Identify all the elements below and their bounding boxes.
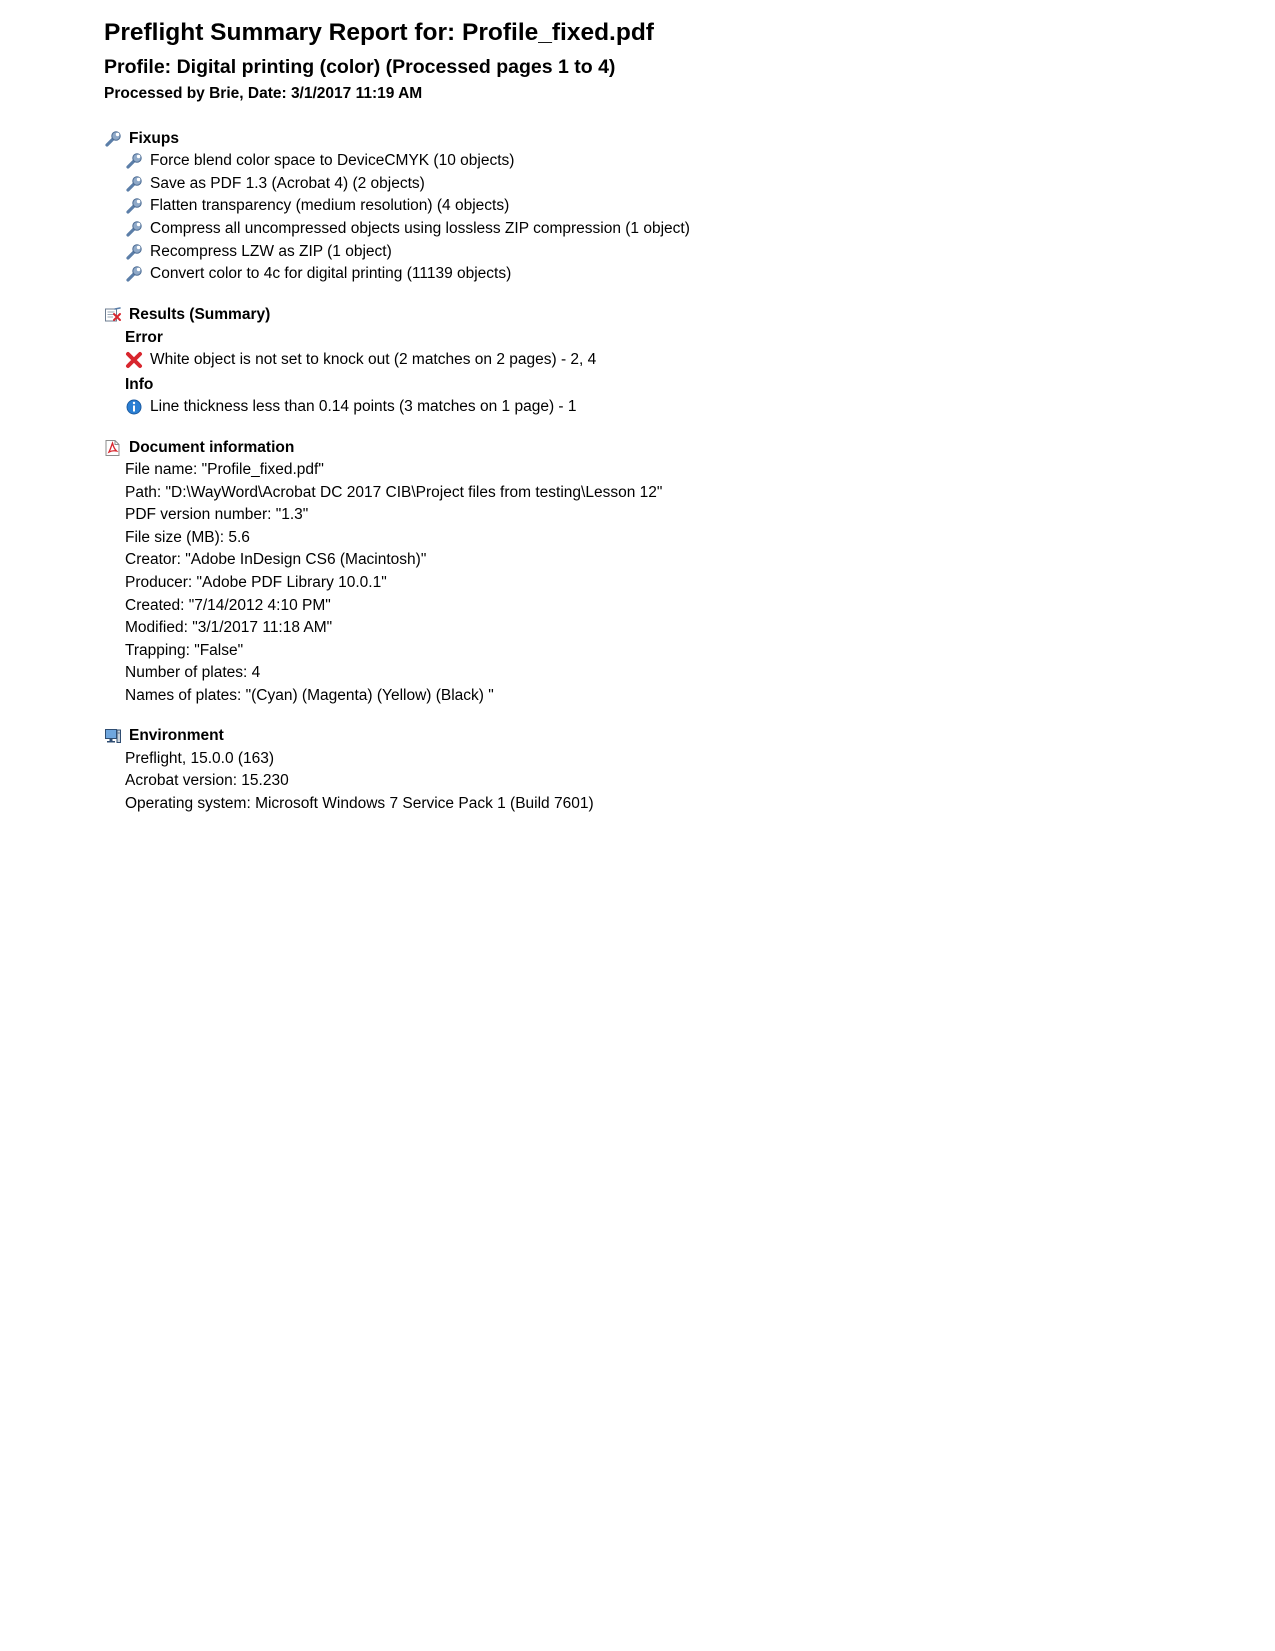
document-info-item xyxy=(125,617,1204,640)
fixup-item xyxy=(125,218,1204,241)
wrench-icon xyxy=(104,130,122,148)
document-info-item-text: Modified: "3/1/2017 11:18 AM" xyxy=(125,619,333,637)
wrench-icon xyxy=(125,220,143,238)
error-item-text: White object is not set to knock out (2 matches on 2 pages) - 2, 4 xyxy=(150,350,597,368)
document-info-item xyxy=(125,640,1204,663)
environment-item-text: Preflight, 15.0.0 (163) xyxy=(125,749,275,767)
document-info-item xyxy=(125,685,1204,708)
document-info-item xyxy=(125,549,1204,572)
pdf-document-icon xyxy=(104,439,122,457)
fixups-list xyxy=(104,150,1204,286)
fixup-item xyxy=(125,263,1204,286)
environment-item xyxy=(125,792,1204,815)
report-profile: Profile: Digital printing (color) (Processed pages 1 to 4) xyxy=(104,56,616,78)
document-info-item xyxy=(125,527,1204,550)
fixups-heading xyxy=(104,128,1204,150)
report-page xyxy=(104,14,1204,815)
report-processed-by: Processed by Brie, Date: 3/1/2017 11:19 AM xyxy=(104,85,423,102)
environment-item-text: Acrobat version: 15.230 xyxy=(125,772,289,790)
document-info-item-text: File name: "Profile_fixed.pdf" xyxy=(125,461,324,479)
fixup-item xyxy=(125,150,1204,173)
results-info-label: Info xyxy=(125,376,154,394)
document-info-item xyxy=(125,459,1204,482)
document-info-item-text: Names of plates: "(Cyan) (Magenta) (Yellow) (Black) " xyxy=(125,686,494,704)
results-list xyxy=(104,326,1204,419)
document-info-item xyxy=(125,662,1204,685)
environment-list xyxy=(104,747,1204,815)
fixup-item-text: Compress all uncompressed objects using lossless ZIP compression (1 object) xyxy=(150,220,690,238)
document-info-item-text: Number of plates: 4 xyxy=(125,664,261,682)
fixup-item xyxy=(125,195,1204,218)
wrench-icon xyxy=(125,265,143,283)
fixup-item-text: Recompress LZW as ZIP (1 object) xyxy=(150,242,392,260)
document-info-item xyxy=(125,572,1204,595)
fixup-item-text: Force blend color space to DeviceCMYK (10 objects) xyxy=(150,152,515,170)
error-x-icon xyxy=(125,351,143,369)
info-item-text: Line thickness less than 0.14 points (3 matches on 1 page) - 1 xyxy=(150,398,577,416)
fixup-item-text: Convert color to 4c for digital printing (11139 objects) xyxy=(150,265,512,283)
document-info-item-text: Creator: "Adobe InDesign CS6 (Macintosh)" xyxy=(125,551,427,569)
results-heading xyxy=(104,304,1204,326)
environment-heading xyxy=(104,725,1204,747)
error-item xyxy=(125,349,1204,372)
wrench-icon xyxy=(125,175,143,193)
results-error-label: Error xyxy=(125,328,163,346)
document-info-item-text: PDF version number: "1.3" xyxy=(125,506,309,524)
error-list xyxy=(125,349,1204,372)
info-list xyxy=(125,396,1204,419)
results-heading-label: Results (Summary) xyxy=(129,305,271,323)
environment-section xyxy=(104,725,1204,815)
document-info-item-text: Path: "D:\WayWord\Acrobat DC 2017 CIB\Project files from testing\Lesson 12" xyxy=(125,483,663,501)
info-item xyxy=(125,396,1204,419)
fixup-item-text: Save as PDF 1.3 (Acrobat 4) (2 objects) xyxy=(150,174,425,192)
document-info-section xyxy=(104,437,1204,708)
document-info-list xyxy=(104,459,1204,708)
results-section xyxy=(104,304,1204,419)
document-info-item-text: Trapping: "False" xyxy=(125,641,244,659)
computer-icon xyxy=(104,727,122,745)
document-info-item-text: File size (MB): 5.6 xyxy=(125,528,250,546)
document-info-item xyxy=(125,481,1204,504)
environment-item xyxy=(125,770,1204,793)
results-icon xyxy=(104,306,122,324)
fixups-heading-label: Fixups xyxy=(129,130,179,147)
report-title: Preflight Summary Report for: Profile_fixed.pdf xyxy=(104,19,654,46)
environment-item xyxy=(125,747,1204,770)
fixup-item xyxy=(125,240,1204,263)
document-info-item xyxy=(125,594,1204,617)
document-info-heading xyxy=(104,437,1204,459)
environment-heading-label: Environment xyxy=(129,727,224,745)
fixups-section xyxy=(104,128,1204,286)
environment-item-text: Operating system: Microsoft Windows 7 Service Pack 1 (Build 7601) xyxy=(125,794,594,812)
wrench-icon xyxy=(125,243,143,261)
document-info-heading-label: Document information xyxy=(129,438,295,456)
wrench-icon xyxy=(125,152,143,170)
fixup-item-text: Flatten transparency (medium resolution) (4 objects) xyxy=(150,197,510,215)
document-info-item-text: Producer: "Adobe PDF Library 10.0.1" xyxy=(125,574,387,592)
document-info-item xyxy=(125,504,1204,527)
document-info-item-text: Created: "7/14/2012 4:10 PM" xyxy=(125,596,331,614)
info-icon xyxy=(125,398,143,416)
fixup-item xyxy=(125,173,1204,196)
wrench-icon xyxy=(125,197,143,215)
